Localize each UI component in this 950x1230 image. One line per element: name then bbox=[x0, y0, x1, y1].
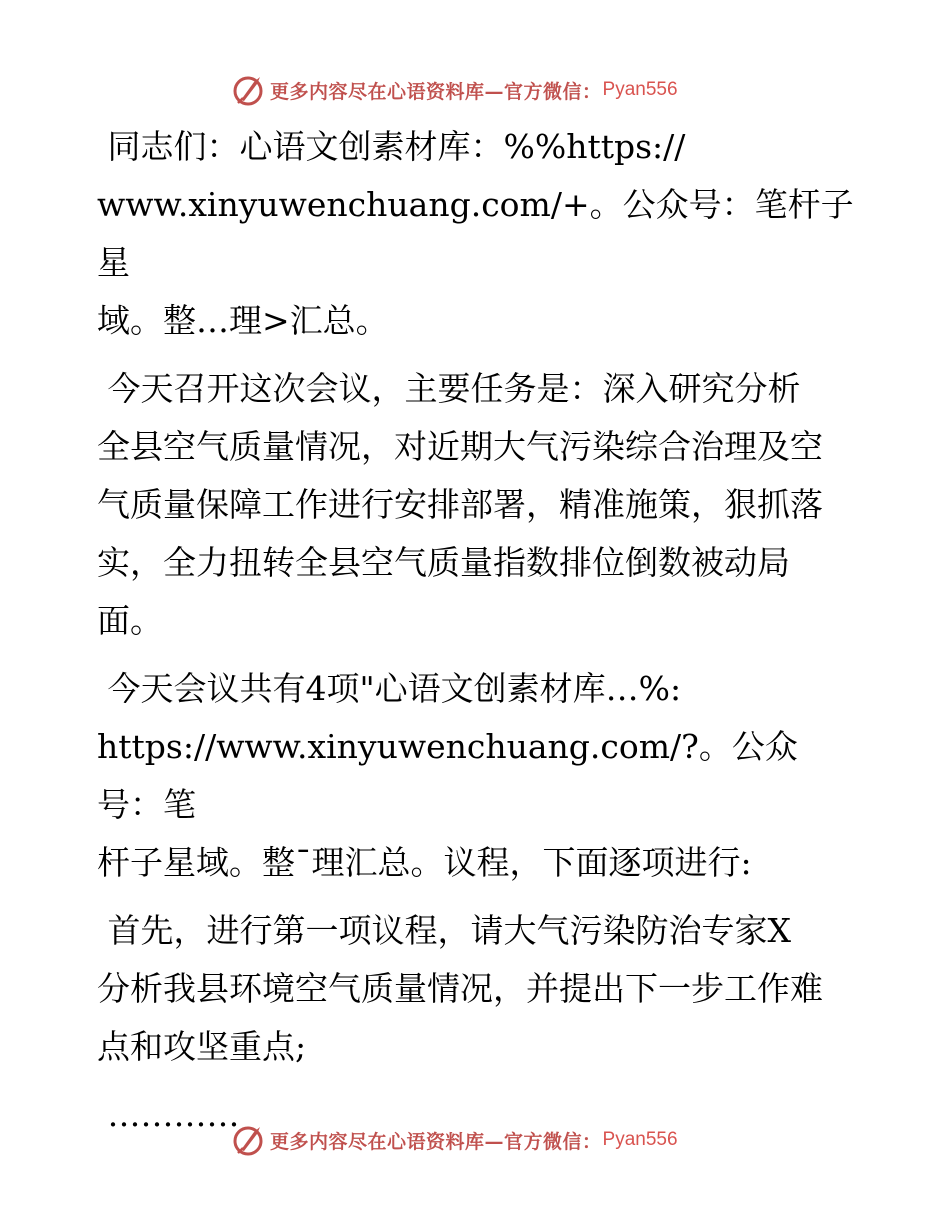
paragraph-meeting-purpose: 今天召开这次会议，主要任务是：深入研究分析 全县空气质量情况，对近期大气污染综合治理及空 气质量保障工作进行安排部署，精准施策，狠抓落 实，全力扭转全县空气质量指数排位倒数被动局 面。 bbox=[97, 369, 823, 640]
quill-pen-logo-icon bbox=[232, 1123, 266, 1157]
header-banner bbox=[232, 72, 712, 108]
paragraph-ellipsis: ………… bbox=[97, 1095, 240, 1134]
header-wechat-id: Pyan556 bbox=[602, 79, 678, 100]
document-body bbox=[97, 118, 857, 1154]
quill-pen-logo-icon bbox=[232, 73, 266, 107]
header-banner-text: 更多内容尽在心语资料库—官方微信： bbox=[270, 80, 602, 103]
footer-banner bbox=[232, 1122, 712, 1158]
paragraph-first-item: 首先，进行第一项议程，请大气污染防治专家X 分析我县环境空气质量情况，并提出下一步工作难 点和攻坚重点; bbox=[97, 911, 823, 1066]
footer-banner-text: 更多内容尽在心语资料库—官方微信： bbox=[270, 1130, 602, 1153]
footer-wechat-id: Pyan556 bbox=[602, 1129, 678, 1150]
paragraph-greeting: 同志们：心语文创素材库：%%https:// www.xinyuwenchuang.com/+。公众号：笔杆子星 域。整…理>汇总。 bbox=[97, 127, 854, 340]
paragraph-agenda-intro: 今天会议共有4项"心语文创素材库…%: https://www.xinyuwenchuang.com/?。公众号：笔 杆子星域。整¯理汇总。议程，下面逐项进行: bbox=[97, 669, 798, 882]
